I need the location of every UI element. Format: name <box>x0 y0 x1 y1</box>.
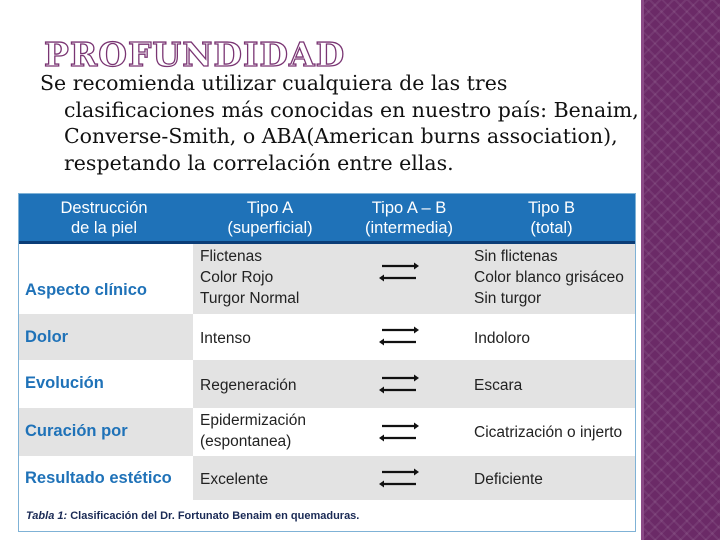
benaim-classification-table <box>18 193 636 532</box>
cell-line: Color Rojo <box>200 269 274 286</box>
table-row <box>19 408 635 456</box>
row-label: Curación por <box>25 422 128 440</box>
header-tipo-a <box>209 198 331 238</box>
header-line: Tipo A – B <box>371 199 447 217</box>
cell-line: Turgor Normal <box>200 290 300 307</box>
header-line: Tipo A <box>246 199 294 217</box>
row-label: Dolor <box>25 328 69 346</box>
header-line: (total) <box>530 219 573 237</box>
tipo-b-cell <box>474 422 622 443</box>
cell-line: Deficiente <box>474 471 543 488</box>
table-row <box>19 314 635 360</box>
cell-line: (espontanea) <box>200 433 292 450</box>
slide-title: PROFUNDIDAD <box>44 35 346 74</box>
cell-line: Sin flictenas <box>474 248 558 265</box>
table-row <box>19 456 635 500</box>
header-line: (superficial) <box>227 219 313 237</box>
header-line: Tipo B <box>527 199 576 217</box>
bidirectional-arrow-icon <box>379 372 419 396</box>
cell-line: Escara <box>474 377 523 394</box>
tipo-b-cell <box>474 246 624 309</box>
header-line: (intermedia) <box>364 219 454 237</box>
caption-prefix: Tabla 1: <box>26 510 68 522</box>
tipo-a-cell <box>200 328 251 349</box>
tipo-a-cell <box>200 469 268 490</box>
bidirectional-arrow-icon <box>379 260 419 284</box>
bidirectional-arrow-icon <box>379 466 419 490</box>
intro-paragraph: Se recomienda utilizar cualquiera de las tres clasificaciones más conocidas en nuestro país: Benaim, Converse-Smith, o ABA(American burns association), respetando la correlación entre ellas. <box>40 71 639 175</box>
cell-line: Epidermización <box>200 412 306 429</box>
bidirectional-arrow-icon <box>379 420 419 444</box>
tipo-a-cell <box>200 410 306 452</box>
cell-line: Flictenas <box>200 248 263 265</box>
row-label: Evolución <box>25 374 104 392</box>
caption-text: Clasificación del Dr. Fortunato Benaim en quemaduras. <box>70 510 360 522</box>
header-destruccion <box>29 198 179 238</box>
header-tipo-ab <box>349 198 469 238</box>
cell-line: Sin turgor <box>474 290 542 307</box>
row-label: Aspecto clínico <box>25 281 147 299</box>
row-label: Resultado estético <box>25 469 172 487</box>
table-row <box>19 360 635 408</box>
bidirectional-arrow-icon <box>379 324 419 348</box>
tipo-a-cell <box>200 375 297 396</box>
tipo-b-cell <box>474 375 522 396</box>
tipo-a-cell <box>200 246 299 309</box>
table-header <box>19 194 635 242</box>
cell-line: Intenso <box>200 330 251 347</box>
cell-line: Excelente <box>200 471 269 488</box>
header-line: de la piel <box>70 219 138 237</box>
table-row <box>19 244 635 314</box>
cell-line: Color blanco grisáceo <box>474 269 624 286</box>
tipo-b-cell <box>474 469 543 490</box>
cell-line: Cicatrización o injerto <box>474 424 623 441</box>
header-line: Destrucción <box>60 199 148 217</box>
cell-line: Indoloro <box>474 330 531 347</box>
tipo-b-cell <box>474 328 530 349</box>
table-caption <box>26 510 359 522</box>
cell-line: Regeneración <box>200 377 297 394</box>
header-tipo-b <box>489 198 614 238</box>
